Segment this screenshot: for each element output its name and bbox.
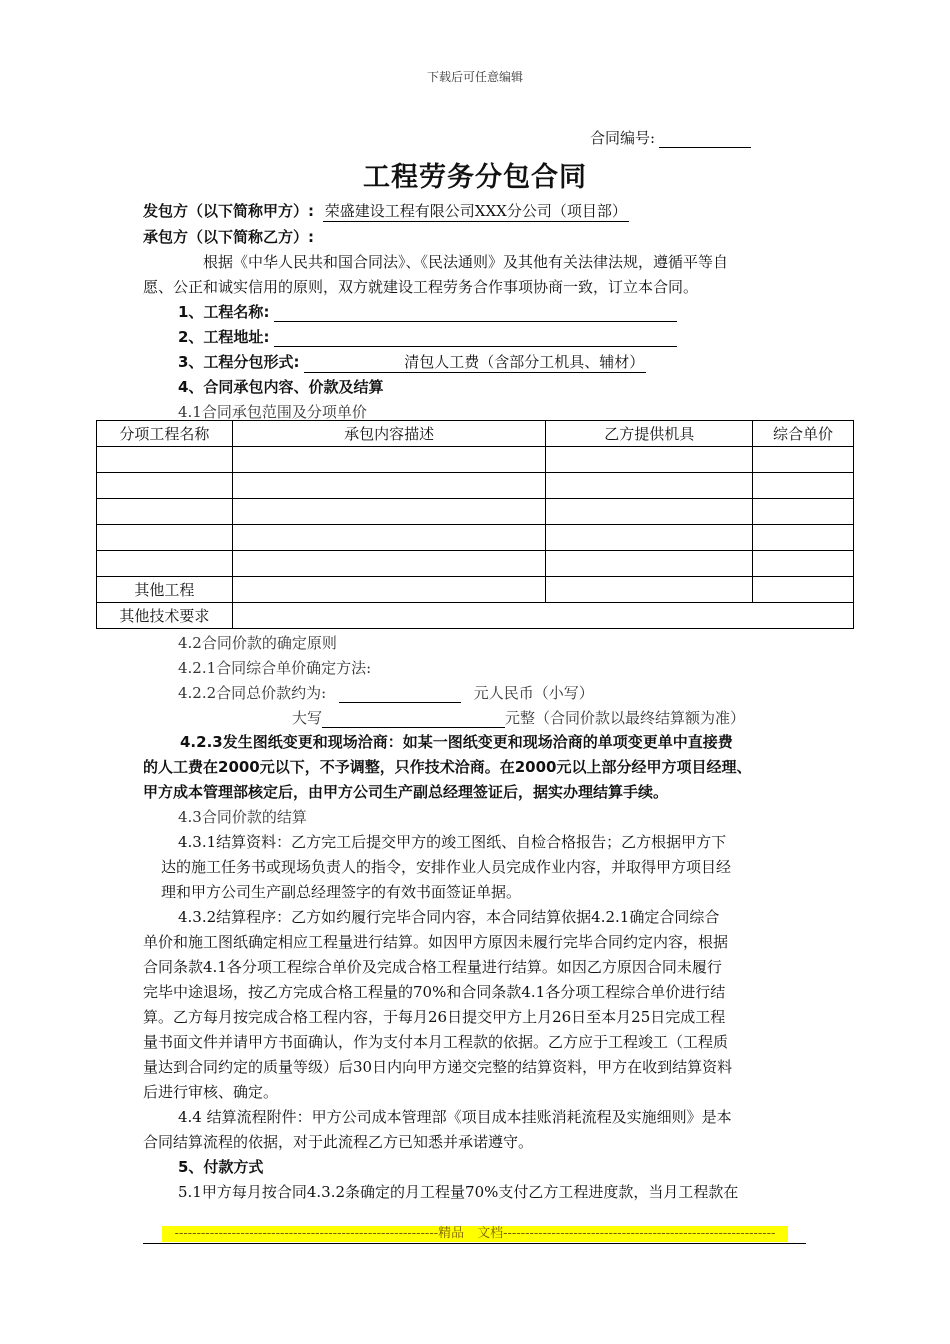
total-price-label: 4.2.2合同总价款约为: [178,684,327,702]
item-subcontract-form [178,351,646,373]
section-4-4-line-2: 合同结算流程的依据，对于此流程乙方已知悉并承诺遵守。 [143,1133,534,1151]
other-tech-label: 其他技术要求 [97,603,233,629]
table-cell [546,447,753,473]
header-note: 下载后可任意编辑 [426,70,523,84]
item-project-name [178,301,677,322]
other-works-label: 其他工程 [97,577,233,603]
total-price-blank [339,686,461,703]
items-table [96,420,854,629]
table-cell [97,473,233,499]
item-project-address [178,326,677,347]
item-2-blank [274,330,677,347]
section-4-3-1-line-1: 4.3.1结算资料：乙方完工后提交甲方的竣工图纸、自检合格报告；乙方根据甲方下 [178,833,727,851]
section-5-1: 5.1甲方每月按合同4.3.2条确定的月工程量70%支付乙方工程进度款，当月工程款在 [178,1183,739,1201]
table-cell [232,577,546,603]
contract-number [590,127,751,148]
section-4-3-1-line-3: 理和甲方公司生产副总经理签字的有效书面签证单据。 [161,883,522,901]
section-4-3-2-line-2: 单价和施工图纸确定相应工程量进行结算。如因甲方原因未履行完毕合同约定内容，根据 [143,933,729,951]
section-4-2-3-line-3: 甲方成本管理部核定后，由甲方公司生产副总经理签证后，据实办理结算手续。 [143,783,669,801]
section-4-4-line-1: 4.4 结算流程附件：甲方公司成本管理部《项目成本挂账消耗流程及实施细则》是本 [178,1108,732,1126]
table-cell [753,525,854,551]
section-4-3-2-line-3: 合同条款4.1各分项工程综合单价及完成合格工程量进行结算。如因乙方原因合同未履行 [143,958,722,976]
table-cell [97,447,233,473]
table-cell [232,551,546,577]
table-cell [232,473,546,499]
table-row-other-works [97,577,854,603]
section-4-2-1: 4.2.1合同综合单价确定方法: [178,659,372,677]
table-row [97,551,854,577]
table-cell [753,499,854,525]
footer-rule [143,1243,806,1244]
table-cell [753,577,854,603]
section-4-3: 4.3合同价款的结算 [178,808,307,826]
section-4-3-2-line-7: 量达到合同约定的质量等级）后30日内向甲方递交完整的结算资料，甲方在收到结算资料 [143,1058,733,1076]
section-4-3-2-line-5: 算。乙方每月按完成合格工程内容，于每月26日提交甲方上月26日至本月25日完成工程 [143,1008,726,1026]
col-header-item: 分项工程名称 [97,421,233,447]
capital-unit: 元整（合同价款以最终结算额为准） [505,709,746,727]
table-row [97,525,854,551]
party-a-label: 发包方（以下简称甲方）: [143,202,314,220]
party-b-label: 承包方（以下简称乙方）: [143,228,314,246]
item-1-label: 1、工程名称: [178,303,270,321]
table-cell [546,525,753,551]
intro-line-2: 愿、公正和诚实信用的原则，双方就建设工程劳务合作事项协商一致，订立本合同。 [143,278,699,296]
section-4-1: 4.1合同承包范围及分项单价 [178,403,367,421]
capital-blank [322,711,505,728]
section-4-3-2-line-4: 完毕中途退场，按乙方完成合格工程量的70%和合同条款4.1各分项工程综合单价进行结 [143,983,726,1001]
capital-label: 大写 [292,709,323,727]
table-cell [97,525,233,551]
party-a-value: 荣盛建设工程有限公司XXX分公司（项目部） [324,202,627,220]
table-cell [97,499,233,525]
party-a [143,200,629,222]
table-cell [753,447,854,473]
footer-watermark-bar: ------------------------------------------------------------精品 文档-------------------------------------------------------------- [162,1226,788,1242]
table-cell [753,473,854,499]
item-3-label: 3、工程分包形式: [178,353,300,371]
table-row [97,447,854,473]
table-row-other-tech [97,603,854,629]
section-4-2-3-line-2: 的人工费在2000元以下，不予调整，只作技术洽商。在2000元以上部分经甲方项目经理、 [143,758,752,776]
table-cell [546,473,753,499]
table-cell [546,499,753,525]
section-4-2-2 [178,682,594,703]
table-cell [232,603,853,629]
table-cell [753,551,854,577]
table-header-row [97,421,854,447]
section-4-3-2-line-8: 后进行审核、确定。 [143,1083,279,1101]
col-header-equipment: 乙方提供机具 [546,421,753,447]
col-header-unit-price: 综合单价 [753,421,854,447]
section-4-2-3-line-1: 4.2.3发生图纸变更和现场洽商：如某一图纸变更和现场洽商的单项变更单中直接费 [180,733,733,751]
item-4-label: 4、合同承包内容、价款及结算 [178,378,384,396]
table-cell [232,499,546,525]
table-cell [232,447,546,473]
item-2-label: 2、工程地址: [178,328,270,346]
total-price-unit: 元人民币（小写） [473,684,594,702]
item-1-blank [274,305,677,322]
document-title: 工程劳务分包合同 [363,162,587,193]
section-4-3-1-line-2: 达的施工任务书或现场负责人的指令，安排作业人员完成作业内容，并取得甲方项目经 [161,858,732,876]
col-header-content: 承包内容描述 [232,421,546,447]
table-cell [546,551,753,577]
intro-line-1: 根据《中华人民共和国合同法》、《民法通则》及其他有关法律法规，遵循平等自 [203,253,729,271]
table-row [97,499,854,525]
contract-number-blank [659,133,751,148]
table-cell [546,577,753,603]
item-3-value: 清包人工费（含部分工机具、辅材） [304,351,646,373]
section-4-3-2-line-1: 4.3.2结算程序：乙方如约履行完毕合同内容，本合同结算依据4.2.1确定合同综合 [178,908,720,926]
section-4-2-2-capital [292,707,745,728]
item-5-label: 5、付款方式 [178,1158,264,1176]
table-row [97,473,854,499]
table-cell [97,551,233,577]
contract-number-label: 合同编号: [590,129,656,147]
table-cell [232,525,546,551]
section-4-3-2-line-6: 量书面文件并请甲方书面确认，作为支付本月工程款的依据。乙方应于工程竣工（工程质 [143,1033,729,1051]
section-4-2: 4.2合同价款的确定原则 [178,634,337,652]
